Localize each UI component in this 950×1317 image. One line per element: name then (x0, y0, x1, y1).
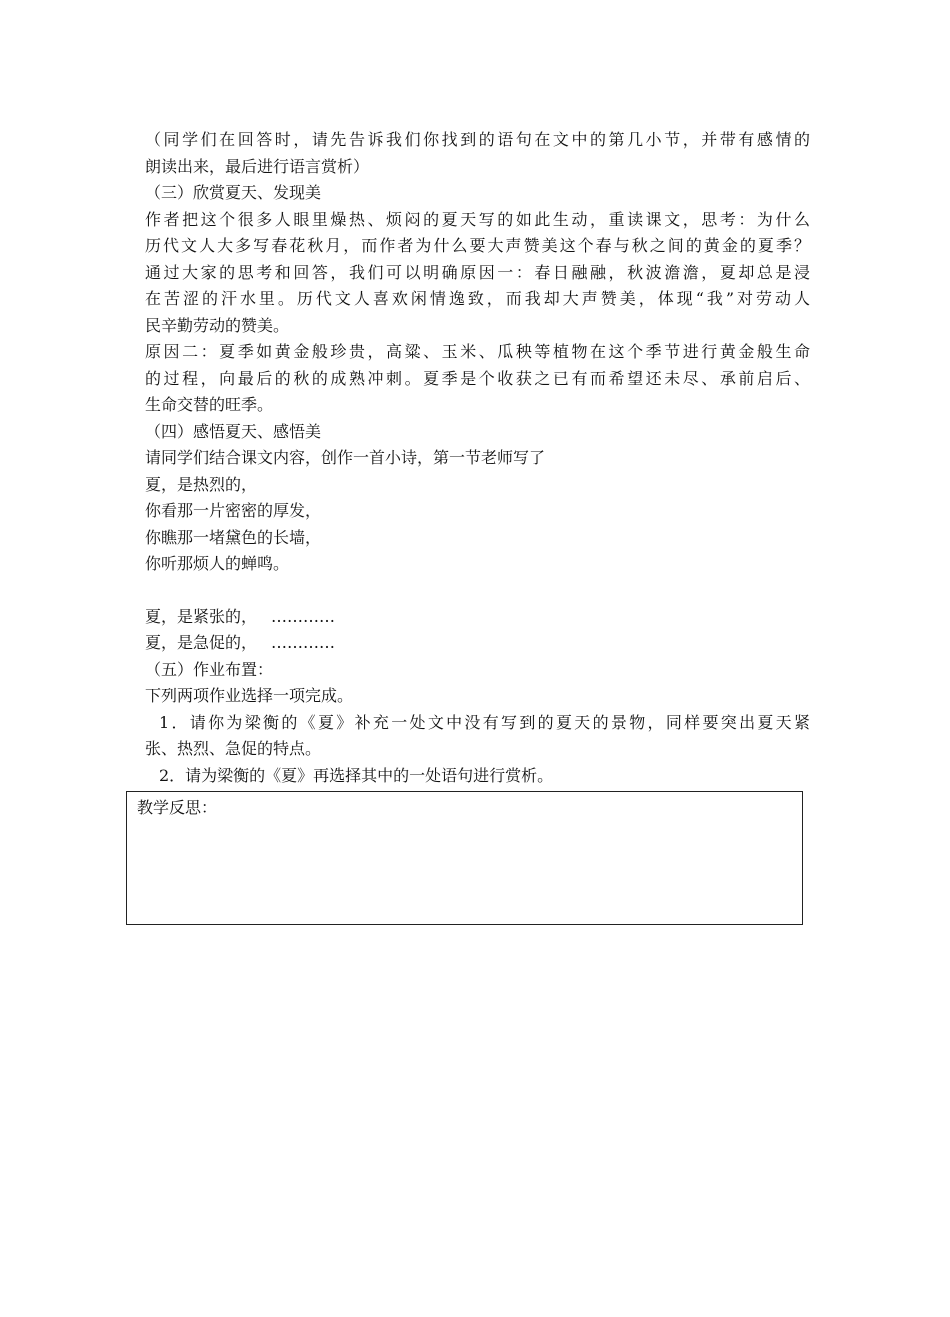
poem-line (145, 630, 810, 657)
paragraph-line: 作者把这个很多人眼里燥热、烦闷的夏天写的如此生动，重读课文，思考：为什么 (145, 209, 810, 229)
poem-text: 夏，是紧张的， (145, 606, 258, 626)
poem-text: 夏，是急促的， (145, 633, 258, 652)
paragraph-line: 在苦涩的汗水里。历代文人喜欢闲情逸致，而我却大声赞美，体现“我”对劳动人 (145, 289, 810, 308)
ellipsis: ………… (271, 606, 336, 626)
paragraph-line: 通过大家的思考和回答，我们可以明确原因一：春日融融，秋波澹澹，夏却总是浸 (145, 262, 810, 282)
teaching-reflection-box (126, 791, 803, 925)
homework-item-1: 1．请你为梁衡的《夏》补充一处文中没有写到的夏天的景物，同样要突出夏天紧 (159, 712, 810, 732)
reflection-label: 教学反思： (137, 798, 218, 817)
homework-item-2: 2．请为梁衡的《夏》再选择其中的一处语句进行赏析。 (159, 765, 554, 785)
poem-line: 你听那烦人的蝉鸣。 (145, 554, 290, 573)
paragraph-line: 的过程，向最后的秋的成熟冲刺。夏季是个收获之已有而希望还未尽、承前启后、 (145, 368, 810, 388)
poem-line: 你看那一片密密的厚发， (145, 501, 322, 520)
paragraph-line: 下列两项作业选择一项完成。 (145, 686, 354, 705)
paragraph-line: 生命交替的旺季。 (145, 395, 274, 414)
document-body (145, 127, 810, 789)
section-heading-3: （三）欣赏夏天、发现美 (145, 183, 322, 202)
poem-line: 夏，是热烈的， (145, 474, 258, 494)
section-heading-5: （五）作业布置： (145, 659, 274, 679)
poem-line: 你瞧那一堵黛色的长墙， (145, 527, 322, 547)
paragraph-line: 朗读出来，最后进行语言赏析） (145, 156, 370, 176)
poem-line (145, 604, 810, 631)
blank-line (145, 578, 810, 604)
section-heading-4: （四）感悟夏天、感悟美 (145, 421, 322, 441)
paragraph-line: 历代文人大多写春花秋月，而作者为什么要大声赞美这个春与秋之间的黄金的夏季？ (145, 236, 810, 255)
paragraph-line: 请同学们结合课文内容，创作一首小诗，第一节老师写了 (145, 448, 546, 467)
paragraph-line: 原因二：夏季如黄金般珍贵，高粱、玉米、瓜秧等植物在这个季节进行黄金般生命 (145, 342, 810, 361)
ellipsis: ………… (271, 633, 336, 652)
paragraph-line: 民辛勤劳动的赞美。 (145, 315, 290, 335)
paragraph-line: （同学们在回答时，请先告诉我们你找到的语句在文中的第几小节，并带有感情的 (145, 130, 810, 149)
paragraph-line: 张、热烈、急促的特点。 (145, 739, 322, 758)
